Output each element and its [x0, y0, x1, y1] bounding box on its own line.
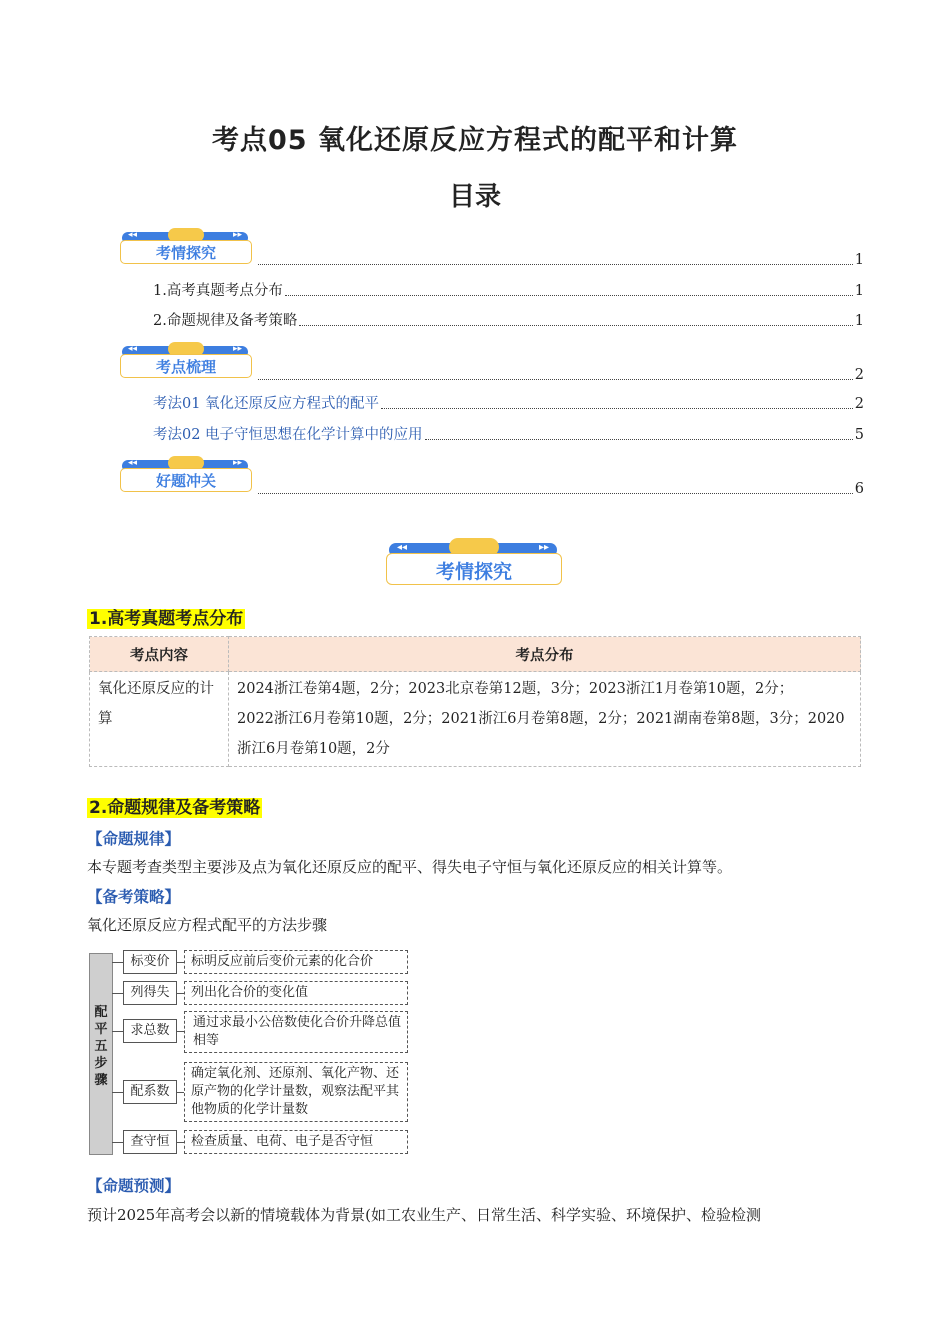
section-badge-label: 考情探究 — [435, 561, 512, 583]
table-cell: 氧化还原反应的计算 — [90, 672, 229, 767]
page-title: 考点05 氧化还原反应方程式的配平和计算 — [212, 125, 738, 156]
side-char: 五 — [94, 1039, 108, 1054]
step-key: 求总数 — [123, 1019, 177, 1043]
step-key: 标变价 — [123, 950, 177, 974]
toc-page: 5 — [854, 427, 864, 443]
exam-distribution-table — [89, 636, 861, 767]
toc-entry-review[interactable] — [256, 365, 864, 385]
step-key: 列得失 — [123, 981, 177, 1005]
side-char: 平 — [94, 1022, 108, 1037]
badge-label: 考点梳理 — [155, 358, 216, 376]
strategy-text: 氧化还原反应方程式配平的方法步骤 — [87, 916, 328, 934]
toc-text: 1.高考真题考点分布 — [153, 283, 283, 299]
toc-page: 2 — [854, 367, 864, 383]
toc-page: 1 — [854, 283, 864, 299]
rule-title: 【命题规律】 — [87, 830, 181, 848]
toc-entry[interactable] — [153, 281, 864, 301]
diagram-side-label — [89, 953, 113, 1155]
table-cell — [229, 672, 861, 767]
toc-entry-practice[interactable] — [256, 479, 864, 499]
distribution-line: 2022浙江6月卷第10题，2分；2021浙江6月卷第8题，2分；2021湖南卷第8题，3分；2020浙江6月卷第10题，2分 — [237, 711, 845, 757]
rule-text: 本专题考查类型主要涉及点为氧化还原反应的配平、得失电子守恒与氧化还原反应的相关计算等。 — [87, 858, 733, 876]
toc-page: 6 — [854, 481, 864, 497]
toc-entry[interactable] — [153, 311, 864, 331]
badge-explore: ◂◂ ▸▸ 考情探究 — [120, 228, 252, 266]
toc-page: 1 — [854, 313, 864, 329]
step-desc: 列出化合价的变化值 — [184, 981, 408, 1005]
side-char: 配 — [94, 1005, 108, 1020]
section-badge: ◂◂ ▸▸ 考情探究 — [385, 538, 563, 588]
step-desc: 标明反应前后变价元素的化合价 — [184, 950, 408, 974]
badge-practice: ◂◂ ▸▸ 好题冲关 — [120, 456, 252, 494]
forecast-text: 预计2025年高考会以新的情境载体为背景(如工农业生产、日常生活、科学实验、环境保护、检验检测 — [87, 1206, 762, 1224]
table-header: 考点内容 — [90, 637, 229, 672]
toc-page: 1 — [854, 252, 864, 268]
table-header: 考点分布 — [229, 637, 861, 672]
toc-entry[interactable] — [153, 394, 864, 414]
step-desc: 检查质量、电荷、电子是否守恒 — [184, 1130, 408, 1154]
step-desc: 通过求最小公倍数使化合价升降总值相等 — [184, 1011, 408, 1053]
toc-entry-explore[interactable] — [256, 250, 864, 270]
toc-text: 考法01 氧化还原反应方程式的配平 — [153, 396, 380, 412]
forecast-title: 【命题预测】 — [87, 1177, 181, 1195]
toc-text: 考法02 电子守恒思想在化学计算中的应用 — [153, 427, 423, 443]
toc-page: 2 — [854, 396, 864, 412]
strategy-title: 【备考策略】 — [87, 888, 181, 906]
distribution-line: 2024浙江卷第4题，2分；2023北京卷第12题，3分；2023浙江1月卷第10题，2分； — [237, 681, 794, 697]
badge-review: ◂◂ ▸▸ 考点梳理 — [120, 342, 252, 380]
badge-label: 好题冲关 — [155, 472, 216, 490]
table-row — [90, 672, 861, 767]
toc-entry[interactable] — [153, 425, 864, 445]
section-heading: 1.高考真题考点分布 — [89, 609, 244, 629]
step-key: 查守恒 — [123, 1130, 177, 1154]
step-desc: 确定氧化剂、还原剂、氧化产物、还原产物的化学计量数，观察法配平其他物质的化学计量数 — [184, 1062, 408, 1122]
step-key: 配系数 — [123, 1080, 177, 1104]
section-heading: 2.命题规律及备考策略 — [89, 798, 261, 818]
toc-heading: 目录 — [448, 182, 501, 212]
side-char: 步 — [94, 1056, 108, 1071]
toc-text: 2.命题规律及备考策略 — [153, 313, 298, 329]
side-char: 骤 — [94, 1073, 108, 1088]
badge-label: 考情探究 — [155, 244, 216, 262]
